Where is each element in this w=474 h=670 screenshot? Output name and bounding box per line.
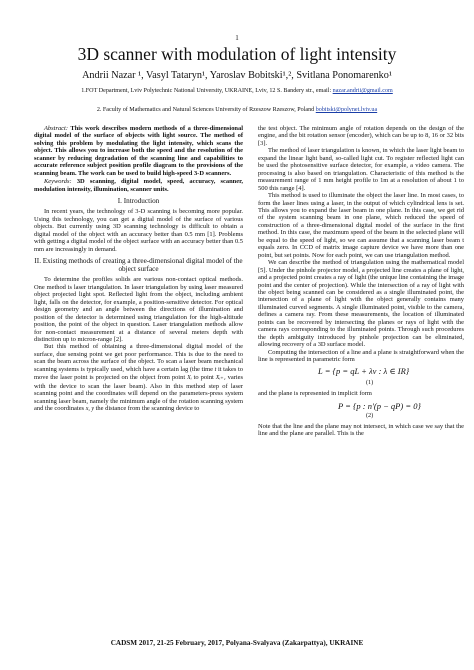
symbol-xi1: Xᵢ₊₁	[215, 375, 226, 382]
text-run: it takes to move the laser point is projected on	[34, 365, 244, 382]
keywords	[34, 178, 243, 193]
section-2-heading: II. Existing methods of creating a three-dimensional digital model of the object surface	[34, 257, 243, 274]
symbol-xy: x, y	[85, 406, 95, 413]
right-paragraph-2: The method of laser triangulation is known, in which the laser light beam to expand the linear light band, so-called light cut. To register reflected light can be used the photosensitive surface detector, for example, a video camera. The processing is also based on triangulation. Characteristic of this method is the measurement range of 1 mm height profile to 1m at a resolution of about 1 to 500 this range [4].	[258, 147, 464, 192]
symbol-xi: Xᵢ	[187, 375, 192, 382]
right-paragraph-4: We can describe the method of triangulation using the mathematical model [5]. Under the pinhole projector model, a projected line creates a plane of light, and a projected point creates a ray of light (the unique line containing the image point and the center of projection). While the intersection of a ray of light with the object being scanned can be considered as a single illuminated point, the intersection of a plane of light with the object generally contains many illuminated curved segments. A single illuminated point, visible to the camera, defines a camera ray. From these measurements, the location of illuminated points can be recovered by intersecting the planes or rays of light with the camera rays corresponding to the illuminated points. Through such procedures the depth ambiguity introduced by pinhole projection can be eliminated, allowing recovery of a 3D surface model.	[258, 259, 464, 349]
right-paragraph-3: This method is used to illuminate the object the laser line. In most cases, to form the laser lines using a laser, in the output of which cylindrical lens is set. This allows you to expand the laser beam in one plane. In this case, we get rid of the system scanning beam in one plane, which reduced the speed of construction of a three-dimensional digital model of the surface in the first method. In this case, the maximum speed of the beam in the selected plane will be equal to the speed of light, so we can assume that a scanning laser beam t equals zero. In CCD of matrix image capture device we have more than one point, but set points. Now for each point, we can use triangulation method.	[258, 192, 464, 259]
right-paragraph-5: Computing the intersection of a line and a plane is straightforward when the line is represented in parametric form	[258, 348, 464, 364]
right-paragraph-7: Note that the line and the plane may not intersect, in which case we say that the line and the plane are parallel. This is the	[258, 422, 464, 438]
page-number: 1	[235, 34, 239, 42]
section-1-heading: I. Introduction	[117, 197, 160, 206]
equation-1	[258, 366, 464, 388]
affiliation-1	[0, 87, 474, 95]
equation-2-number: (2)	[366, 411, 374, 419]
paper-title: 3D scanner with modulation of light intensity	[77, 44, 397, 64]
right-column	[258, 125, 464, 438]
equation-2	[258, 399, 464, 421]
affiliation-2	[0, 106, 474, 114]
equation-1-number: (1)	[366, 378, 374, 386]
section-2-paragraph-2	[34, 343, 243, 413]
section-1-paragraph: In recent years, the technology of 3-D scanning is becoming more popular. Using this technology, you can get a digital model of the surface of various objects. But currently using 3D scanning technology is difficult to obtain a digital model of the object with an accuracy better than 0.5 mm [1]. Problems with getting a digital model of the object surface with an accuracy better than 0.5 mm are increasingly in demand.	[34, 208, 243, 253]
text-run: the object from point	[129, 374, 186, 382]
abstract	[34, 125, 243, 177]
text-run: the distance from the scanning device to	[95, 405, 200, 413]
affiliation-2-text: 2. Faculty of Mathematics and Natural Sciences University of Rzeszow Rzeszow, Poland	[96, 107, 316, 113]
symbol-t: t	[214, 366, 217, 373]
right-paragraph-6: and the plane is represented in implicit form	[258, 389, 372, 397]
text-run: to point	[193, 374, 214, 382]
affiliation-1-text: 1.FOT Department, Lviv Polytechnic National University, UKRAINE, Lviv, 12 S. Bandery str., email:	[81, 88, 333, 94]
text-run: varies with the device to scan the laser beam). Also in this method step of laser scanning point and the coordinates will depend on the parameters-press system scanning laser beam, namely the minimum angle of the rotation scanning system and the	[34, 374, 243, 413]
abstract-label: Abstract:	[44, 125, 68, 132]
text-run: coordinates	[54, 405, 85, 413]
keywords-label: Keywords:	[44, 178, 72, 186]
equation-2-expression: P = {p : n′(p − qP) = 0}	[338, 400, 421, 411]
right-paragraph-1: the test object. The minimum angle of rotation depends on the design of the engine, and the bit rotation sensor (encoder), which can be up to 8, 16 or 32 bits [3].	[258, 125, 464, 147]
conference-footer: CADSM 2017, 21-25 February, 2017, Polyana-Svalyava (Zakarpattya), UKRAINE	[110, 639, 364, 647]
equation-1-expression: L = {p = qL + λv : λ ∈ IR}	[318, 365, 410, 376]
keywords-text: 3D scanning, digital model, speed, accuracy, scanner, modulation intensity, illumination, scanner units.	[34, 178, 243, 193]
left-column	[34, 125, 243, 414]
section-2-paragraph-1: To determine the profiles solids are various non-contact optical methods. One method is laser triangulation. In laser triangulation by using laser measured object projected light spot. Reflected light from the object, including ambient light, falls on the detector, for example, a position-sensitive detector. For optical design geometry and an angle between the directions of illumination and position of the detector is determined using triangulation for the high-altitude position, the point of the object in question. Laser triangulation methods allow for non-contact measurement at a distance of several meters depth with distinction up to micron-range [2].	[34, 276, 243, 344]
abstract-text: This work describes modern methods of a three-dimensional digital model of the surface of objects with light source. The method of solving this problem by modulating the light intensity, which scans the object. This allows you to increase both the speed and the resolution of the scanner by reducing degradation of the scanning line and capabilities to accurate reference subject position profile diagram to the provisions of the scanning beam. The work can be used to build high-speed 3-D scanners.	[34, 125, 243, 177]
affiliation-1-email-link[interactable]: nazar.andrii@gmail.com	[332, 88, 393, 94]
text-run: But this method of obtaining a three-dimensional digital model of the surface, due sensing point we get poor performance. This is due to the need to scan the beam across the surface of the object. To scan a laser beam mechanical scanning systems is typically used, which have a certain lag (the time	[34, 343, 243, 373]
affiliation-2-email-link[interactable]: bobitski@polynet.lviv.ua	[315, 107, 378, 113]
author-list: Andrii Nazar ¹, Vasyl Tataryn¹, Yaroslav Bobitski¹,², Svitlana Ponomarenko¹	[82, 70, 392, 81]
